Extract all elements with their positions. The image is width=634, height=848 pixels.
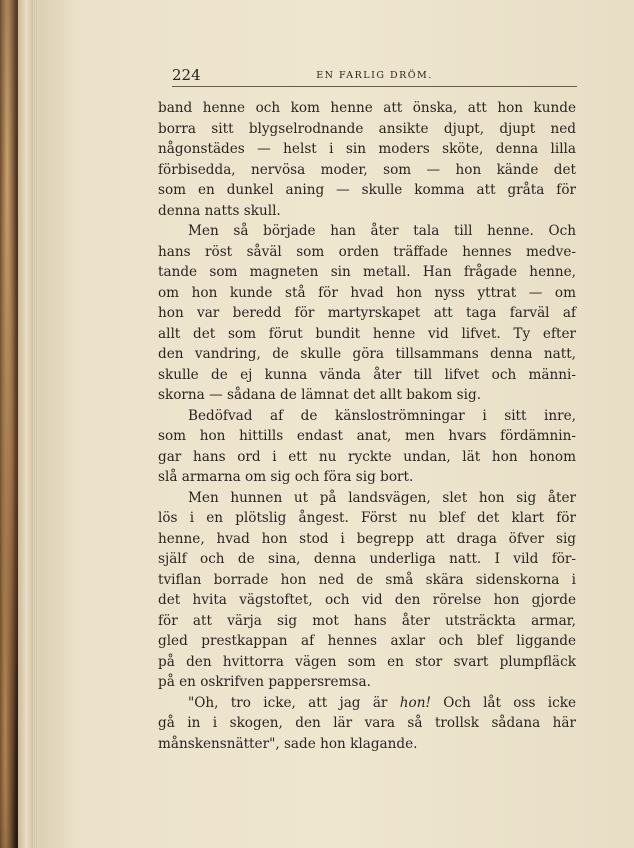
text-line: månskensnätter", sade hon klagande. [158,735,418,752]
text-line: hon var beredd för martyrskapet att taga farväl af [158,305,576,321]
page-number: 224 [172,66,201,84]
book-cover-edge [0,0,18,848]
text-line: allt det som förut bundit henne vid lifvet. Ty efter [158,325,576,342]
text-line: förbisedda, nervösa moder, som — hon kände det [158,161,576,178]
text-line: någonstädes — helst i sin moders sköte, denna lilla [158,141,576,157]
text-line: slå armarna om sig och föra sig bort. [158,469,414,485]
text-line: band henne och kom henne att önska, att hon kunde [158,100,576,116]
text-line: Men så började han åter tala till henne. Och [188,223,576,239]
text-line: skorna — sådana de lämnat det allt bakom sig. [158,387,482,403]
text-line: gled prestkappan af hennes axlar och blef liggande [158,633,576,649]
header-rule [172,86,577,87]
text-line: som en dunkel aning — skulle komma att gråta för [158,182,576,198]
text-line: gar hans ord i ett nu ryckte undan, lät hon honom [158,448,576,465]
text-line: skulle de ej kunna vända åter till lifvet och männi- [158,366,576,383]
italic-word: hon! [399,694,431,711]
text-line: på en oskrifven pappersremsa. [158,674,371,690]
text-segment: Och låt oss icke [430,694,577,711]
text-line: borra sitt blygselrodnande ansikte djupt, djupt ned [158,120,576,137]
text-line: Bedöfvad af de känsloströmningar i sitt inre, [188,407,576,424]
book-spine [18,0,33,848]
body-text [158,98,576,754]
text-line: själf och de sina, denna underliga natt. I vild för- [158,551,576,567]
text-line: den vandring, de skulle göra tillsammans denna natt, [158,346,576,362]
text-line: som hon hittills endast anat, men hvars fördämnin- [158,428,576,444]
running-title: EN FARLIG DRÖM. [316,70,433,81]
text-line: hans röst såväl som orden träffade hennes medve- [158,243,576,260]
text-line [158,693,576,714]
text-line: denna natts skull. [158,202,281,219]
page-header [172,60,577,86]
text-line: gå in i skogen, den lär vara så trollsk sådana här [158,715,576,731]
text-line: det hvita vägstoftet, och vid den rörelse hon gjorde [158,592,576,608]
text-line: lös i en plötslig ångest. Först nu blef det klart för [158,510,576,526]
page-gutter [32,0,38,848]
text-line: för att värja sig mot hans åter utsträckta armar, [158,612,576,629]
text-line: tviflan borrade hon ned de små skära sidenskorna i [158,571,576,588]
text-line: om hon kunde stå för hvad hon nyss yttrat — om [158,284,576,301]
text-line: Men hunnen ut på landsvägen, slet hon sig åter [188,489,576,506]
text-line: tande som magneten sin metall. Han frågade henne, [158,264,576,280]
text-line: på den hvittorra vägen som en stor svart plumpfläck [158,653,576,670]
text-segment: "Oh, tro icke, att jag är [188,694,400,711]
text-line: henne, hvad hon stod i begrepp att draga öfver sig [158,530,576,547]
